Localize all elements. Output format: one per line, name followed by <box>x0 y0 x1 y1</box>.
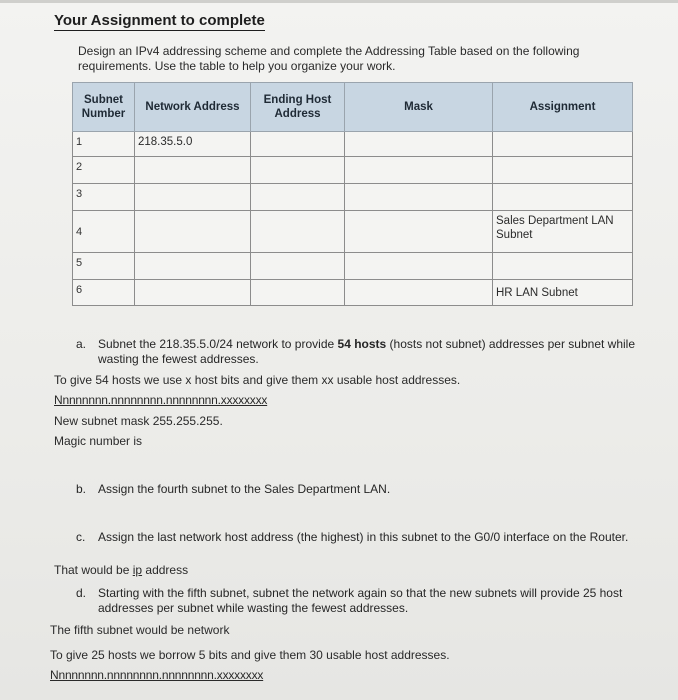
header-ending-host-address: Ending Host Address <box>251 83 345 132</box>
answer-ip-underlined: ip <box>132 563 143 577</box>
requirement-d <box>76 586 648 616</box>
header-network-address: Network Address <box>135 83 251 132</box>
requirement-a <box>76 337 648 367</box>
bit-pattern-1-text: Nnnnnnnn.nnnnnnnn.nnnnnnnn.xxxxxxxx <box>54 393 268 407</box>
cell-mask[interactable] <box>345 253 493 280</box>
cell-mask[interactable] <box>345 184 493 211</box>
cell-assignment[interactable]: Sales Department LAN Subnet <box>493 211 633 253</box>
cell-network-address[interactable] <box>135 211 251 253</box>
answer-subnet-mask: New subnet mask 255.255.255. <box>54 414 223 428</box>
cell-assignment[interactable]: HR LAN Subnet <box>493 280 633 306</box>
answer-borrow-bits: To give 25 hosts we borrow 5 bits and give them 30 usable host addresses. <box>50 648 450 662</box>
cell-network-address[interactable] <box>135 280 251 306</box>
header-subnet-number: Subnet Number <box>73 83 135 132</box>
answer-ip-address <box>54 563 188 578</box>
cell-subnet-number: 6 <box>73 280 135 306</box>
table-row <box>73 132 633 157</box>
requirement-d-text: Starting with the fifth subnet, subnet the network again so that the new subnets will provide 25 host addresses per subnet while wasting the fewest addresses. <box>98 586 623 615</box>
cell-subnet-number: 5 <box>73 253 135 280</box>
cell-subnet-number: 4 <box>73 211 135 253</box>
cell-ending-host-address[interactable] <box>251 157 345 184</box>
cell-mask[interactable] <box>345 211 493 253</box>
instructions-paragraph: Design an IPv4 addressing scheme and complete the Addressing Table based on the following requirements. Use the table to help you organize your work. <box>78 44 580 73</box>
cell-assignment[interactable] <box>493 184 633 211</box>
requirement-a-marker: a. <box>76 337 87 351</box>
requirement-c <box>76 530 648 545</box>
cell-ending-host-address[interactable] <box>251 253 345 280</box>
cell-ending-host-address[interactable] <box>251 184 345 211</box>
cell-ending-host-address[interactable] <box>251 132 345 157</box>
cell-subnet-number: 1 <box>73 132 135 157</box>
requirement-d-marker: d. <box>76 586 87 600</box>
cell-assignment[interactable] <box>493 132 633 157</box>
cell-subnet-number: 2 <box>73 157 135 184</box>
requirement-b-text: Assign the fourth subnet to the Sales Department LAN. <box>98 482 391 496</box>
cell-assignment[interactable] <box>493 157 633 184</box>
answer-bit-pattern-1 <box>54 393 267 408</box>
cell-assignment[interactable] <box>493 253 633 280</box>
header-assignment: Assignment <box>493 83 633 132</box>
requirement-a-text <box>98 337 648 367</box>
requirement-b-marker: b. <box>76 482 87 496</box>
answer-magic-number: Magic number is <box>54 434 143 448</box>
cell-network-address[interactable] <box>135 184 251 211</box>
cell-network-address[interactable] <box>135 157 251 184</box>
page-title: Your Assignment to complete <box>54 12 265 29</box>
requirement-a-post: (hosts not subnet) addresses per subnet while wasting the fewest addresses. <box>98 337 636 366</box>
bit-pattern-2-text: Nnnnnnnn.nnnnnnnn.nnnnnnnn.xxxxxxxx <box>50 668 264 682</box>
cell-mask[interactable] <box>345 157 493 184</box>
table-header-row <box>73 83 633 132</box>
requirement-a-bold: 54 hosts <box>337 337 387 351</box>
answer-host-bits: To give 54 hosts we use x host bits and give them xx usable host addresses. <box>54 373 461 387</box>
cell-network-address[interactable] <box>135 253 251 280</box>
requirement-b <box>76 482 648 497</box>
answer-fifth-subnet: The fifth subnet would be network <box>50 623 230 637</box>
table-row <box>73 211 633 253</box>
answer-ip-post: address <box>142 563 189 577</box>
table-row <box>73 253 633 280</box>
table-row <box>73 157 633 184</box>
answer-ip-pre: That would be <box>54 563 133 577</box>
requirement-a-pre: Subnet the 218.35.5.0/24 network to provide <box>98 337 338 351</box>
cell-subnet-number: 3 <box>73 184 135 211</box>
cell-ending-host-address[interactable] <box>251 280 345 306</box>
cell-mask[interactable] <box>345 132 493 157</box>
addressing-table <box>72 82 633 306</box>
cell-ending-host-address[interactable] <box>251 211 345 253</box>
requirement-c-text: Assign the last network host address (the highest) in this subnet to the G0/0 interface on the Router. <box>98 530 629 544</box>
cell-mask[interactable] <box>345 280 493 306</box>
answer-bit-pattern-2 <box>50 668 263 683</box>
cell-network-address[interactable]: 218.35.5.0 <box>135 132 251 157</box>
table-row <box>73 280 633 306</box>
table-row <box>73 184 633 211</box>
header-mask: Mask <box>345 83 493 132</box>
requirement-c-marker: c. <box>76 530 86 544</box>
page-top-edge <box>0 0 678 3</box>
